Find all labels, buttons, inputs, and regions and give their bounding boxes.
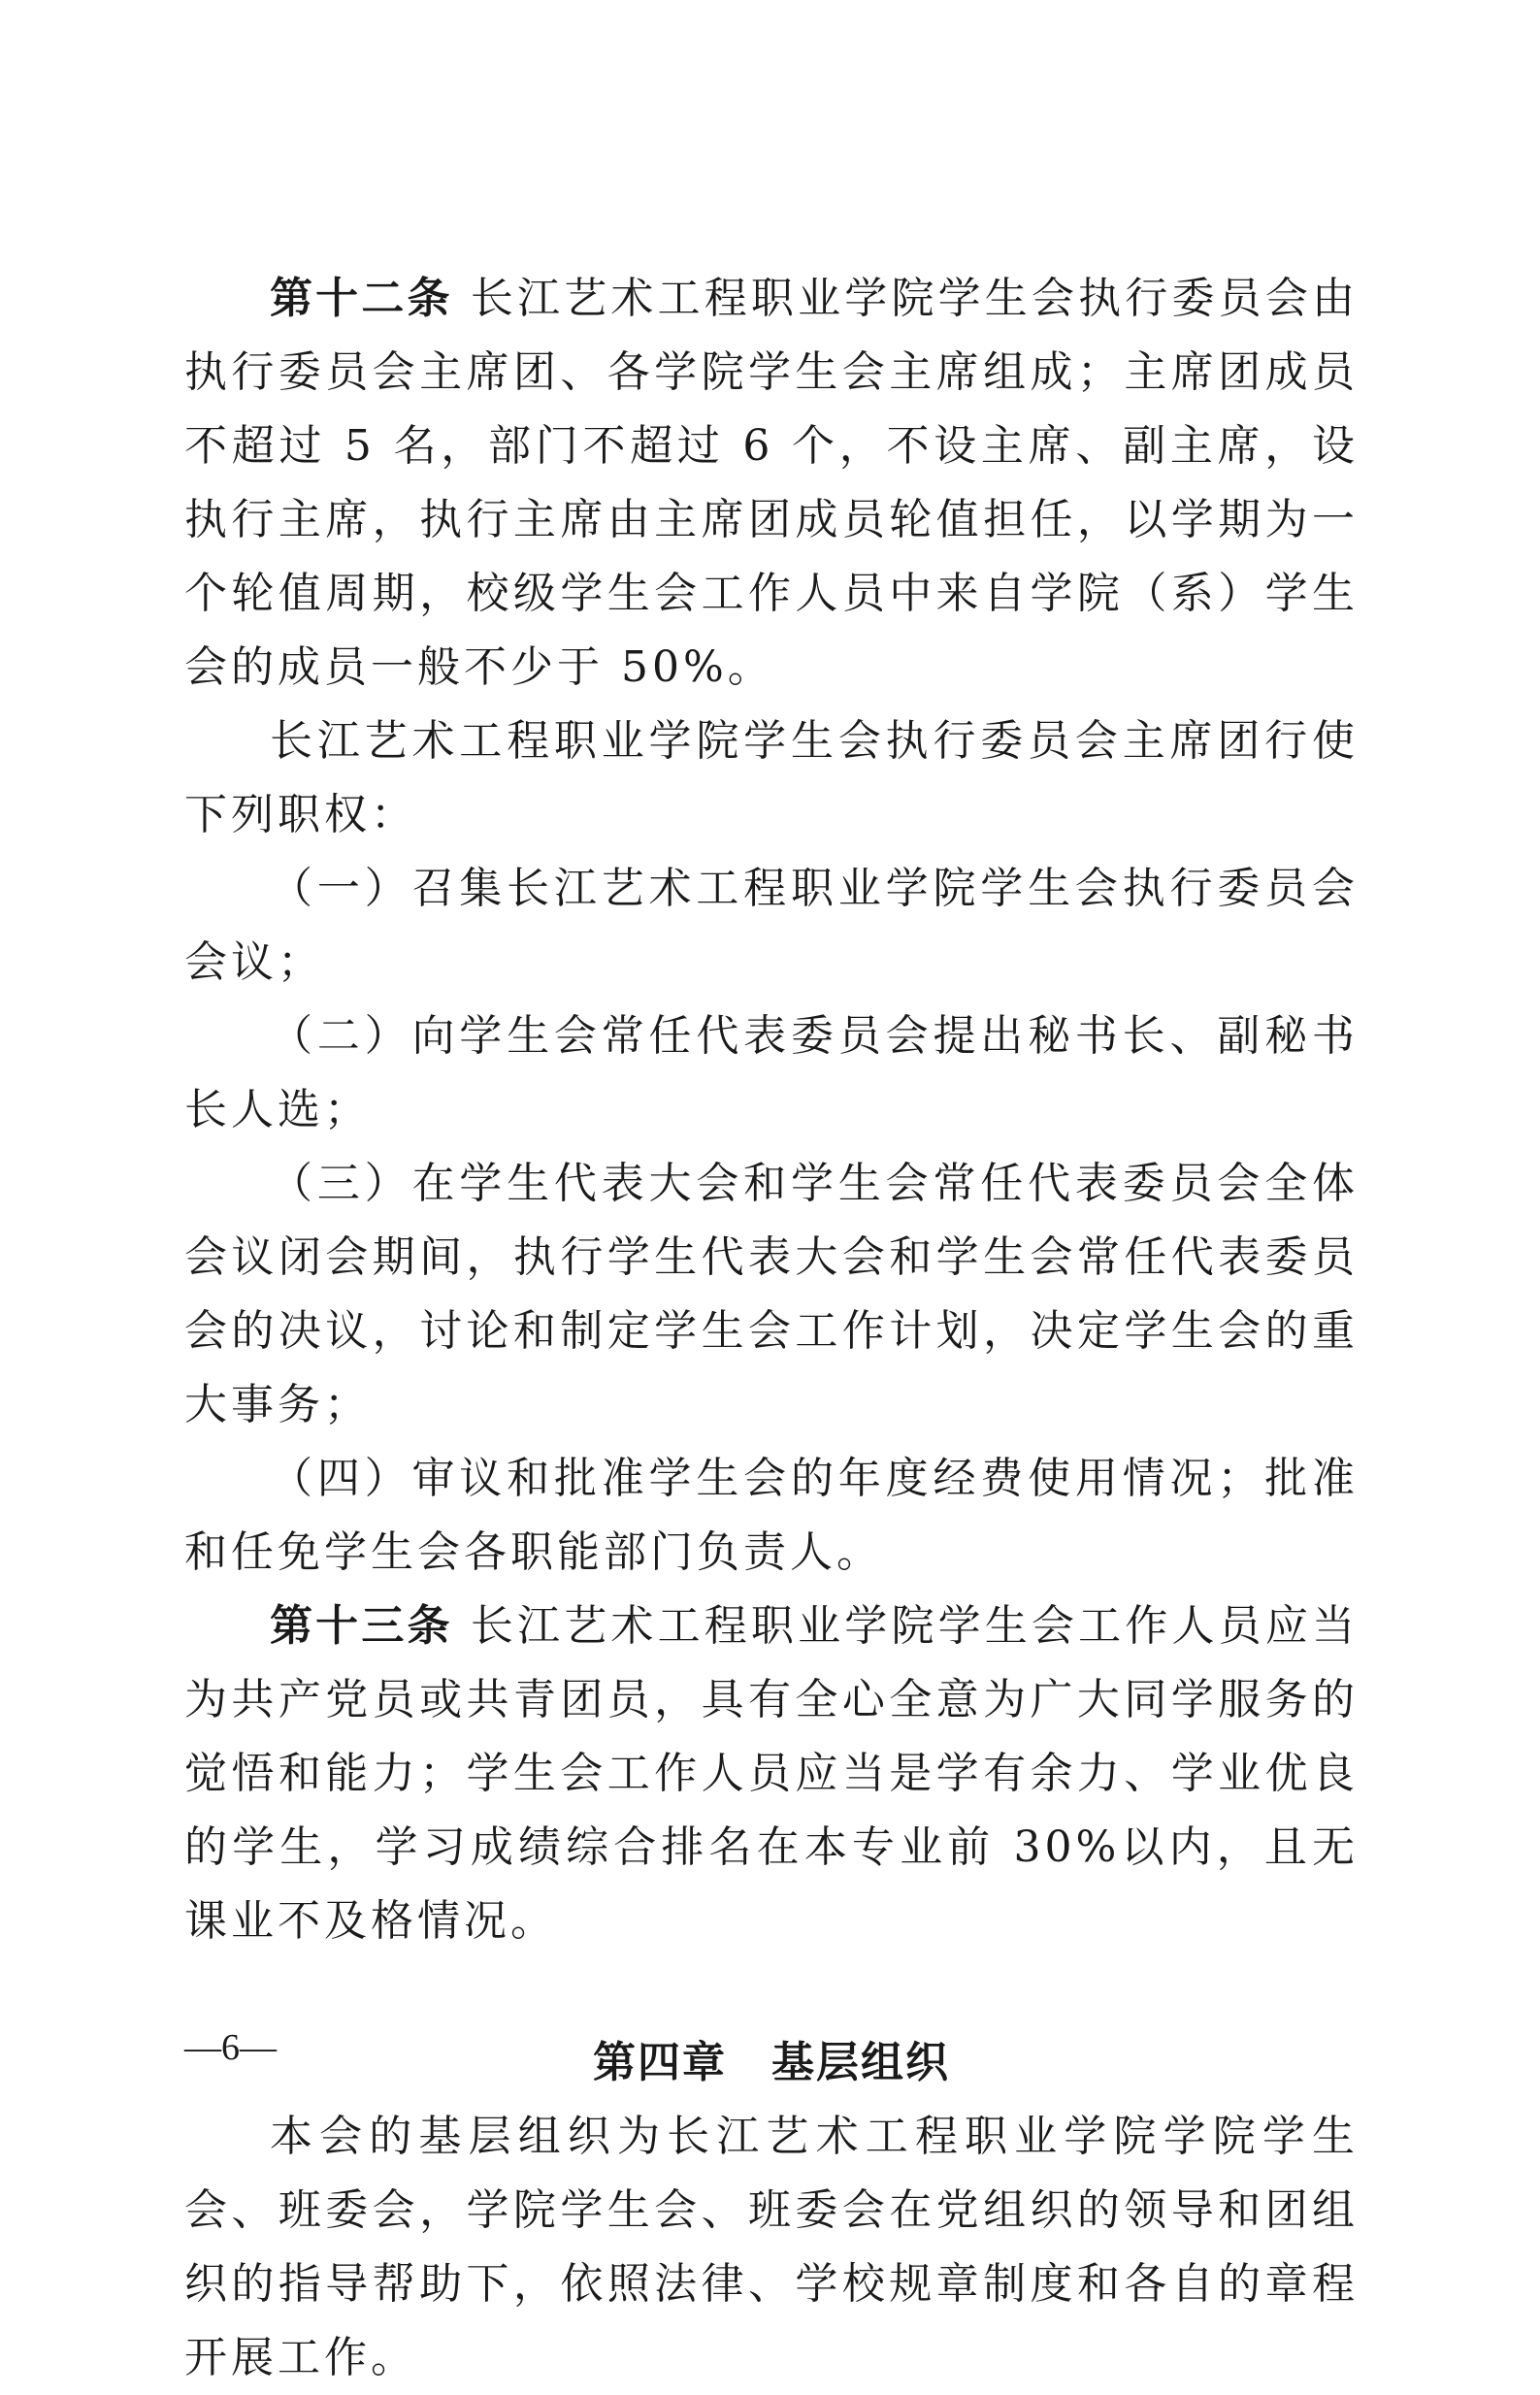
power-item-1: （一）召集长江艺术工程职业学院学生会执行委员会会议；	[184, 864, 1359, 987]
article-13-heading: 第十三条	[270, 1601, 453, 1651]
article-12-text: 长江艺术工程职业学院学生会执行委员会由执行委员会主席团、各学院学生会主席组成；主席团成员不超过 5 名，部门不超过 6 个，不设主席、副主席，设执行主席，执行主席由主席团成员轮值担任，以学期为一个轮值周期，校级学生会工作人员中来自学院（系）学生会的成员一般不少于 50%。	[184, 274, 1360, 692]
article-13-text: 长江艺术工程职业学院学生会工作人员应当为共产党员或共青团员，具有全心全意为广大同学服务的觉悟和能力；学生会工作人员应当是学有余力、学业优良的学生，学习成绩综合排名在本专业前 30%以内，且无课业不及格情况。	[184, 1601, 1360, 1946]
article-12-paragraph	[184, 262, 1359, 705]
power-item-2: （二）向学生会常任代表委员会提出秘书长、副秘书长人选；	[184, 1011, 1359, 1134]
document-body	[184, 262, 1359, 2395]
power-item-4: （四）审议和批准学生会的年度经费使用情况；批准和任免学生会各职能部门负责人。	[184, 1454, 1359, 1577]
power-item-3: （三）在学生代表大会和学生会常任代表委员会全体会议闭会期间，执行学生代表大会和学生会常任代表委员会的决议，讨论和制定学生会工作计划，决定学生会的重大事务；	[184, 1159, 1359, 1429]
article-12-heading: 第十二条	[270, 274, 453, 323]
page-number: —6—	[184, 2027, 277, 2068]
powers-intro-paragraph: 长江艺术工程职业学院学生会执行委员会主席团行使下列职权：	[184, 716, 1359, 839]
chapter-4-title: 第四章 基层组织	[593, 2038, 950, 2087]
article-13-paragraph	[184, 1590, 1359, 1958]
chapter-4-paragraph: 本会的基层组织为长江艺术工程职业学院学院学生会、班委会，学院学生会、班委会在党组织的领导和团组织的指导帮助下，依照法律、学校规章制度和各自的章程开展工作。	[184, 2112, 1359, 2382]
